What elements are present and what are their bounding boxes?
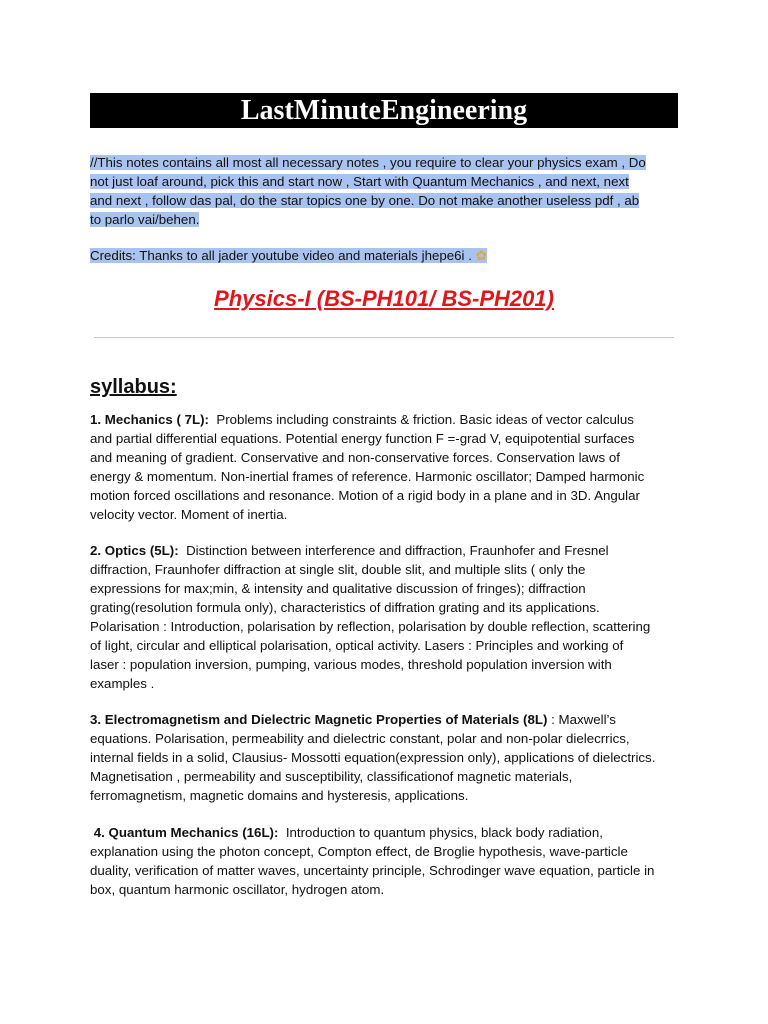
section-heading: 3. Electromagnetism and Dielectric Magnetic Properties of Materials (8L) (90, 712, 548, 727)
divider (94, 337, 674, 338)
intro-note (90, 153, 690, 229)
section-heading: 1. Mechanics ( 7L): (90, 412, 209, 427)
section-quantum: 4. Quantum Mechanics (16L): Introduction to quantum physics, black body radiation, explanation using the photon concept, Compton effect, de Broglie hypothesis, wave-particle duality, verification of matter waves, uncertainty principle, Schrodinger wave equation, particle in box, quantum harmonic oscillator, hydrogen atom. (90, 825, 655, 897)
intro-line: not just loaf around, pick this and start now , Start with Quantum Mechanics , and next, next (90, 174, 629, 189)
intro-line: //This notes contains all most all necessary notes , you require to clear your physics exam , Do (90, 155, 646, 170)
section-mechanics: 1. Mechanics ( 7L): Problems including constraints & friction. Basic ideas of vector calculus and partial differential equations. Potential energy function F =-grad V, equipotential surfaces and meaning of gradient. Conservative and non-conservative forces. Conservation laws of energy & momentum. Non-inertial frames of reference. Harmonic oscillator; Damped harmonic motion forced oscillations and resonance. Motion of a rigid body in a plane and in 3D. Angular velocity vector. Moment of inertia. (90, 412, 645, 522)
section-optics: 2. Optics (5L): Distinction between interference and diffraction, Fraunhofer and Fresnel diffraction, Fraunhofer diffraction at single slit, double slit, and multiple slits ( only the expressions for max;min, & intensity and qualitative discussion of fringes); diffraction grating(resolution formula only), characteristics of diffration grating and its applications. Polarisation : Introduction, polarisation by reflection, polarisation by double reflection, scattering of light, circular and elliptical polarisation, optical activity. Lasers : Principles and working of laser : population inversion, pumping, various modes, threshold population inversion with examples . (90, 543, 651, 691)
intro-line: and next , follow das pal, do the star topics one by one. Do not make another useless pdf , ab (90, 193, 640, 208)
section-heading: 2. Optics (5L): (90, 543, 179, 558)
page-title: Physics-I (BS-PH101/ BS-PH201) (214, 286, 554, 311)
credits-note (90, 246, 690, 265)
credits-text: Credits: Thanks to all jader youtube video and materials jhepe6i . (90, 248, 472, 263)
syllabus-heading: syllabus: (90, 376, 177, 398)
section-electromagnetism: 3. Electromagnetism and Dielectric Magnetic Properties of Materials (8L) : Maxwell’s equations. Polarisation, permeability and dielectric constant, polar and non-polar dielecrrics, internal fields in a solid, Clausius- Mossotti equation(expression only), applications of dielectrics. Magnetisation , permeability and susceptibility, classificationof magnetic materials, ferromagnetism, magnetic domains and hysteresis, applications. (90, 712, 656, 803)
intro-line: to parlo vai/behen. (90, 212, 200, 227)
section-heading: 4. Quantum Mechanics (16L): (93, 825, 279, 840)
banner-title: LastMinuteEngineering (90, 93, 678, 128)
flower-icon: ✿ (475, 248, 487, 263)
